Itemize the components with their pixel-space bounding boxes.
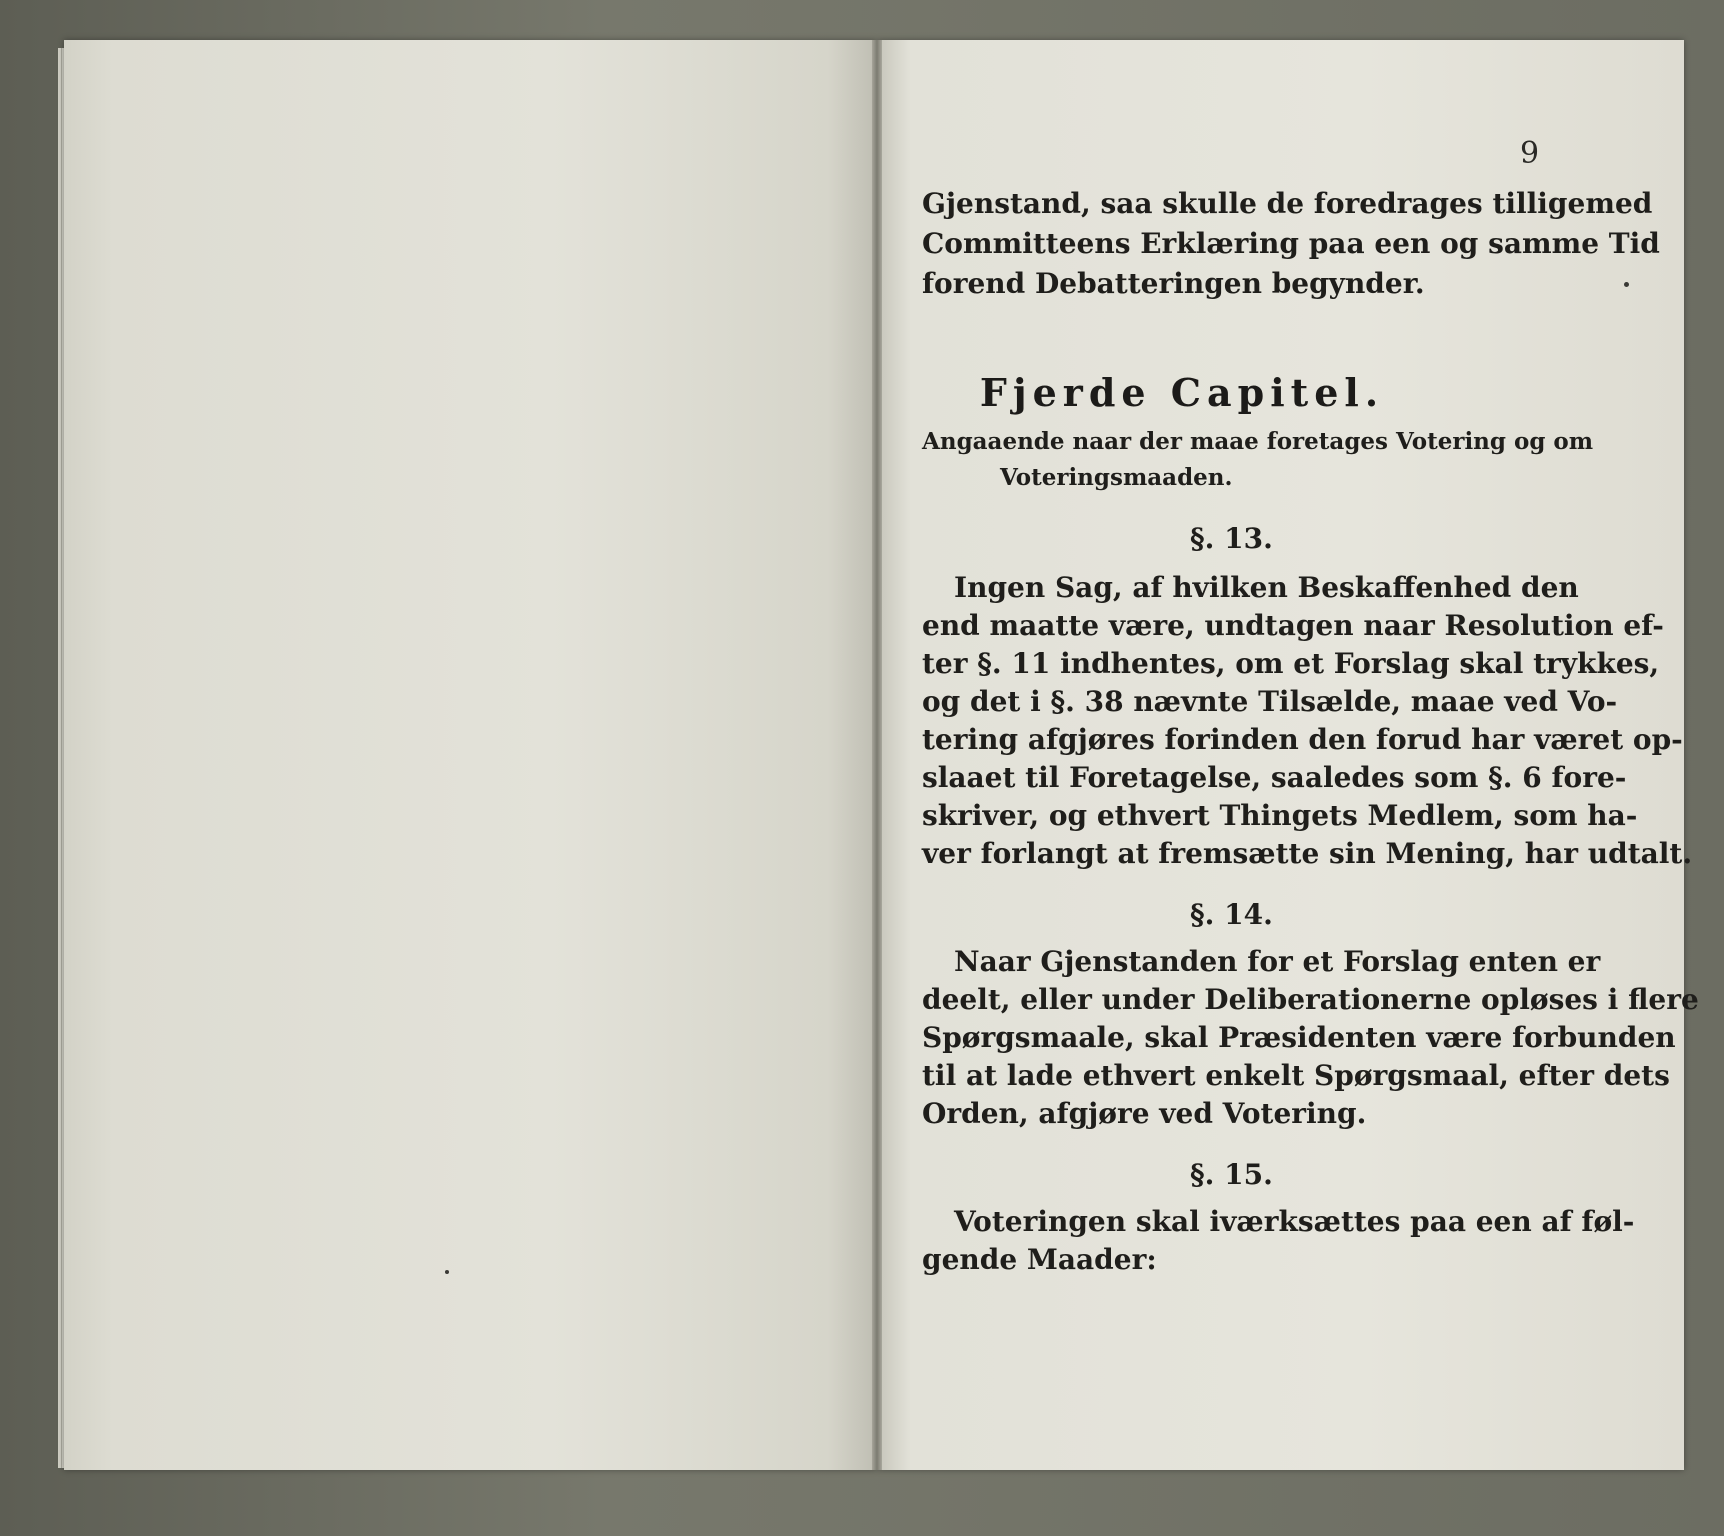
page-number: 9 (1520, 136, 1540, 171)
chapter-subtitle-line: Voteringsmaaden. (1000, 464, 1233, 491)
section-heading-14: §. 14. (1190, 898, 1273, 931)
text-line: gende Maader: (922, 1243, 1157, 1276)
text-line: ver forlangt at fremsætte sin Mening, har udtalt. (922, 837, 1693, 870)
text-line: Gjenstand, saa skulle de foredrages tilligemed (922, 187, 1653, 220)
chapter-subtitle-line: Angaaende naar der maae foretages Votering og om (922, 428, 1594, 455)
ink-speck (1624, 282, 1629, 287)
text-line: slaaet til Foretagelse, saaledes som §. 6 fore- (922, 761, 1627, 794)
book-gutter (872, 40, 882, 1470)
section-heading-15: §. 15. (1190, 1158, 1273, 1191)
ink-speck (445, 1270, 449, 1274)
text-line: Spørgsmaale, skal Præsidenten være forbunden (922, 1021, 1676, 1054)
chapter-title: Fjerde Capitel. (979, 370, 1385, 415)
text-line: til at lade ethvert enkelt Spørgsmaal, efter dets (922, 1059, 1670, 1092)
text-line: deelt, eller under Deliberationerne opløses i flere (922, 983, 1699, 1016)
text-line: og det i §. 38 nævnte Tilsælde, maae ved Vo- (922, 685, 1618, 718)
text-line: Voteringen skal iværksættes paa een af føl- (954, 1205, 1635, 1238)
text-line: Committeens Erklæring paa een og samme Tid (922, 227, 1660, 260)
text-line: ter §. 11 indhentes, om et Forslag skal trykkes, (922, 647, 1660, 680)
text-line: skriver, og ethvert Thingets Medlem, som ha- (922, 799, 1638, 832)
text-line: forend Debatteringen begynder. (922, 267, 1425, 300)
text-line: Naar Gjenstanden for et Forslag enten er (954, 945, 1601, 978)
section-heading-13: §. 13. (1190, 522, 1273, 555)
text-line: Orden, afgjøre ved Votering. (922, 1097, 1367, 1130)
text-line: end maatte være, undtagen naar Resolution ef- (922, 609, 1664, 642)
left-page (64, 40, 876, 1470)
text-line: Ingen Sag, af hvilken Beskaffenhed den (954, 571, 1579, 604)
text-line: tering afgjøres forinden den forud har været op- (922, 723, 1683, 756)
